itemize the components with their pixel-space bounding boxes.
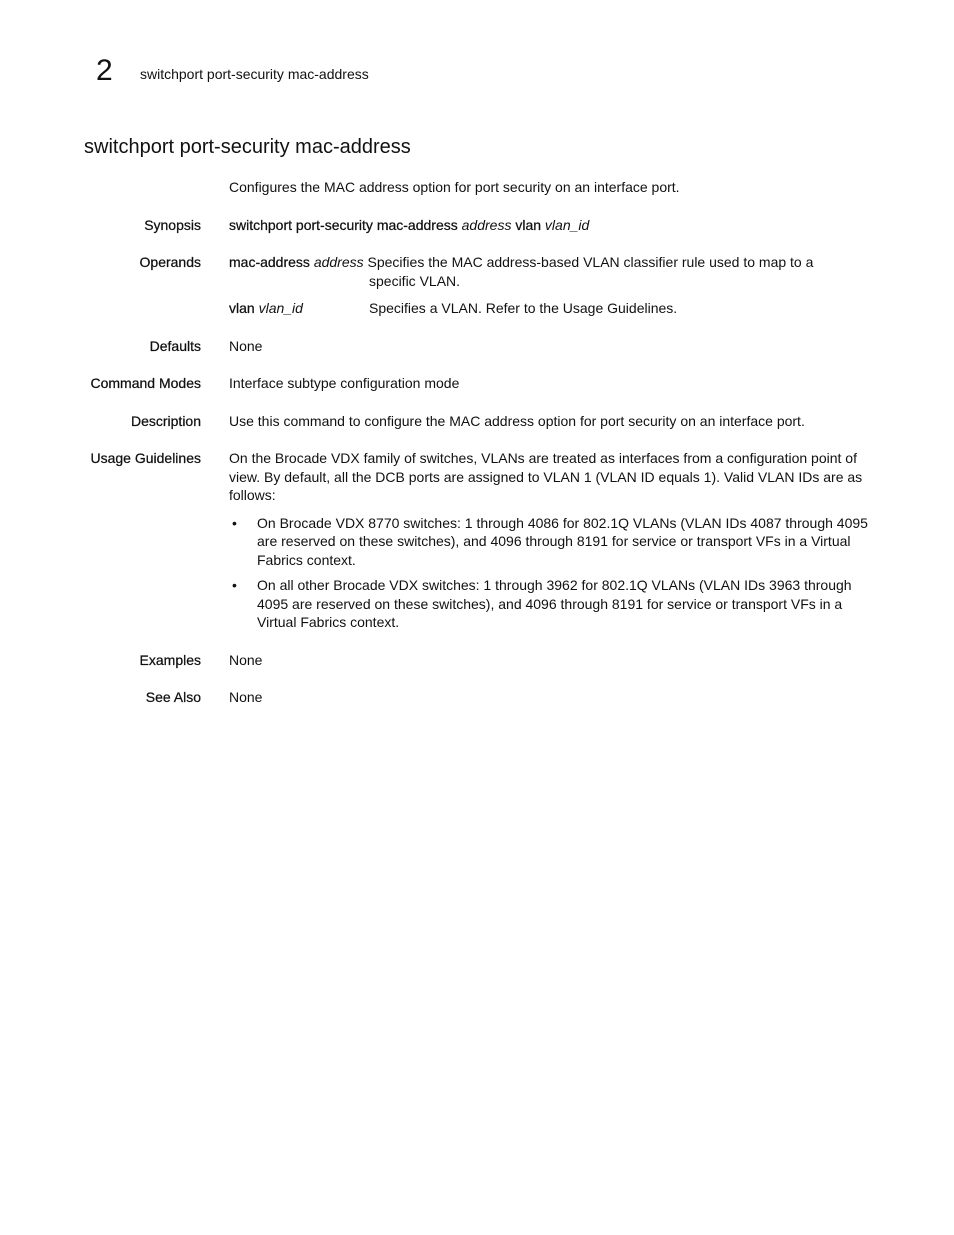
operand-arg: address [313, 254, 364, 270]
usage-guidelines-body [229, 449, 869, 639]
defaults-text: None [229, 337, 263, 354]
operand-desc: Specifies the MAC address-based VLAN classifier rule used to map to a [367, 254, 814, 270]
bullet-icon: • [232, 514, 237, 531]
examples-text: None [229, 651, 263, 668]
command-reference-content [0, 178, 954, 707]
examples-label: Examples [139, 651, 201, 668]
usage-guidelines-section [0, 449, 954, 639]
description-section [0, 412, 954, 431]
usage-guidelines-label: Usage Guidelines [90, 450, 201, 466]
synopsis-text [229, 216, 869, 235]
list-item: • On Brocade VDX 8770 switches: 1 through 4086 for 802.1Q VLANs (VLAN IDs 4087 through 4095 are reserved on these switches), and 4096 through 8191 for service or transport VFs in a Virtual Fabrics context. [232, 514, 868, 568]
synopsis-label: Synopsis [144, 216, 201, 233]
synopsis-arg-address: address [461, 216, 512, 233]
operands-list [229, 253, 869, 318]
operand-arg: vlan_id [258, 300, 303, 316]
intro-row [0, 178, 954, 197]
operand-mac-address [229, 253, 869, 290]
operand-desc-continued: specific VLAN. [369, 272, 461, 289]
list-item: • On all other Brocade VDX switches: 1 through 3962 for 802.1Q VLANs (VLAN IDs 3963 through 4095 are reserved on these switches), and 4096 through 8191 for service or transport VFs in a Virtual Fabrics context. [232, 577, 852, 630]
bullet-icon: • [232, 577, 237, 593]
examples-section [0, 651, 954, 670]
page-title: switchport port-security mac-address [84, 136, 411, 158]
operand-desc: Specifies a VLAN. Refer to the Usage Guidelines. [369, 300, 678, 316]
usage-guidelines-text: On the Brocade VDX family of switches, VLANs are treated as interfaces from a configuration point of view. By default, all the DCB ports are assigned to VLAN 1 (VLAN ID equals 1). Valid VLAN IDs are as follows: [229, 450, 863, 503]
intro-text: Configures the MAC address option for port security on an interface port. [229, 179, 680, 195]
synopsis-keyword-vlan: vlan [515, 216, 542, 233]
command-modes-section [0, 374, 954, 393]
operands-label: Operands [139, 254, 201, 270]
vlan-id-ranges-list [229, 514, 869, 632]
synopsis-command: switchport port-security mac-address [229, 216, 458, 233]
operands-section [0, 253, 954, 318]
see-also-text: None [229, 689, 263, 705]
see-also-label: See Also [145, 689, 201, 705]
synopsis-arg-vlan-id: vlan_id [544, 216, 590, 233]
synopsis-section [0, 216, 954, 235]
command-modes-label: Command Modes [90, 375, 201, 391]
running-header: switchport port-security mac-address [140, 66, 369, 82]
see-also-section [0, 688, 954, 707]
defaults-label: Defaults [149, 337, 201, 354]
operand-keyword: vlan [229, 300, 255, 316]
description-label: Description [130, 412, 201, 429]
command-modes-text: Interface subtype configuration mode [229, 375, 460, 391]
operand-vlan [229, 299, 869, 318]
description-text: Use this command to configure the MAC address option for port security on an interface port. [229, 412, 805, 429]
defaults-section [0, 337, 954, 356]
chapter-number: 2 [96, 54, 113, 87]
operand-keyword: mac-address [229, 254, 310, 270]
